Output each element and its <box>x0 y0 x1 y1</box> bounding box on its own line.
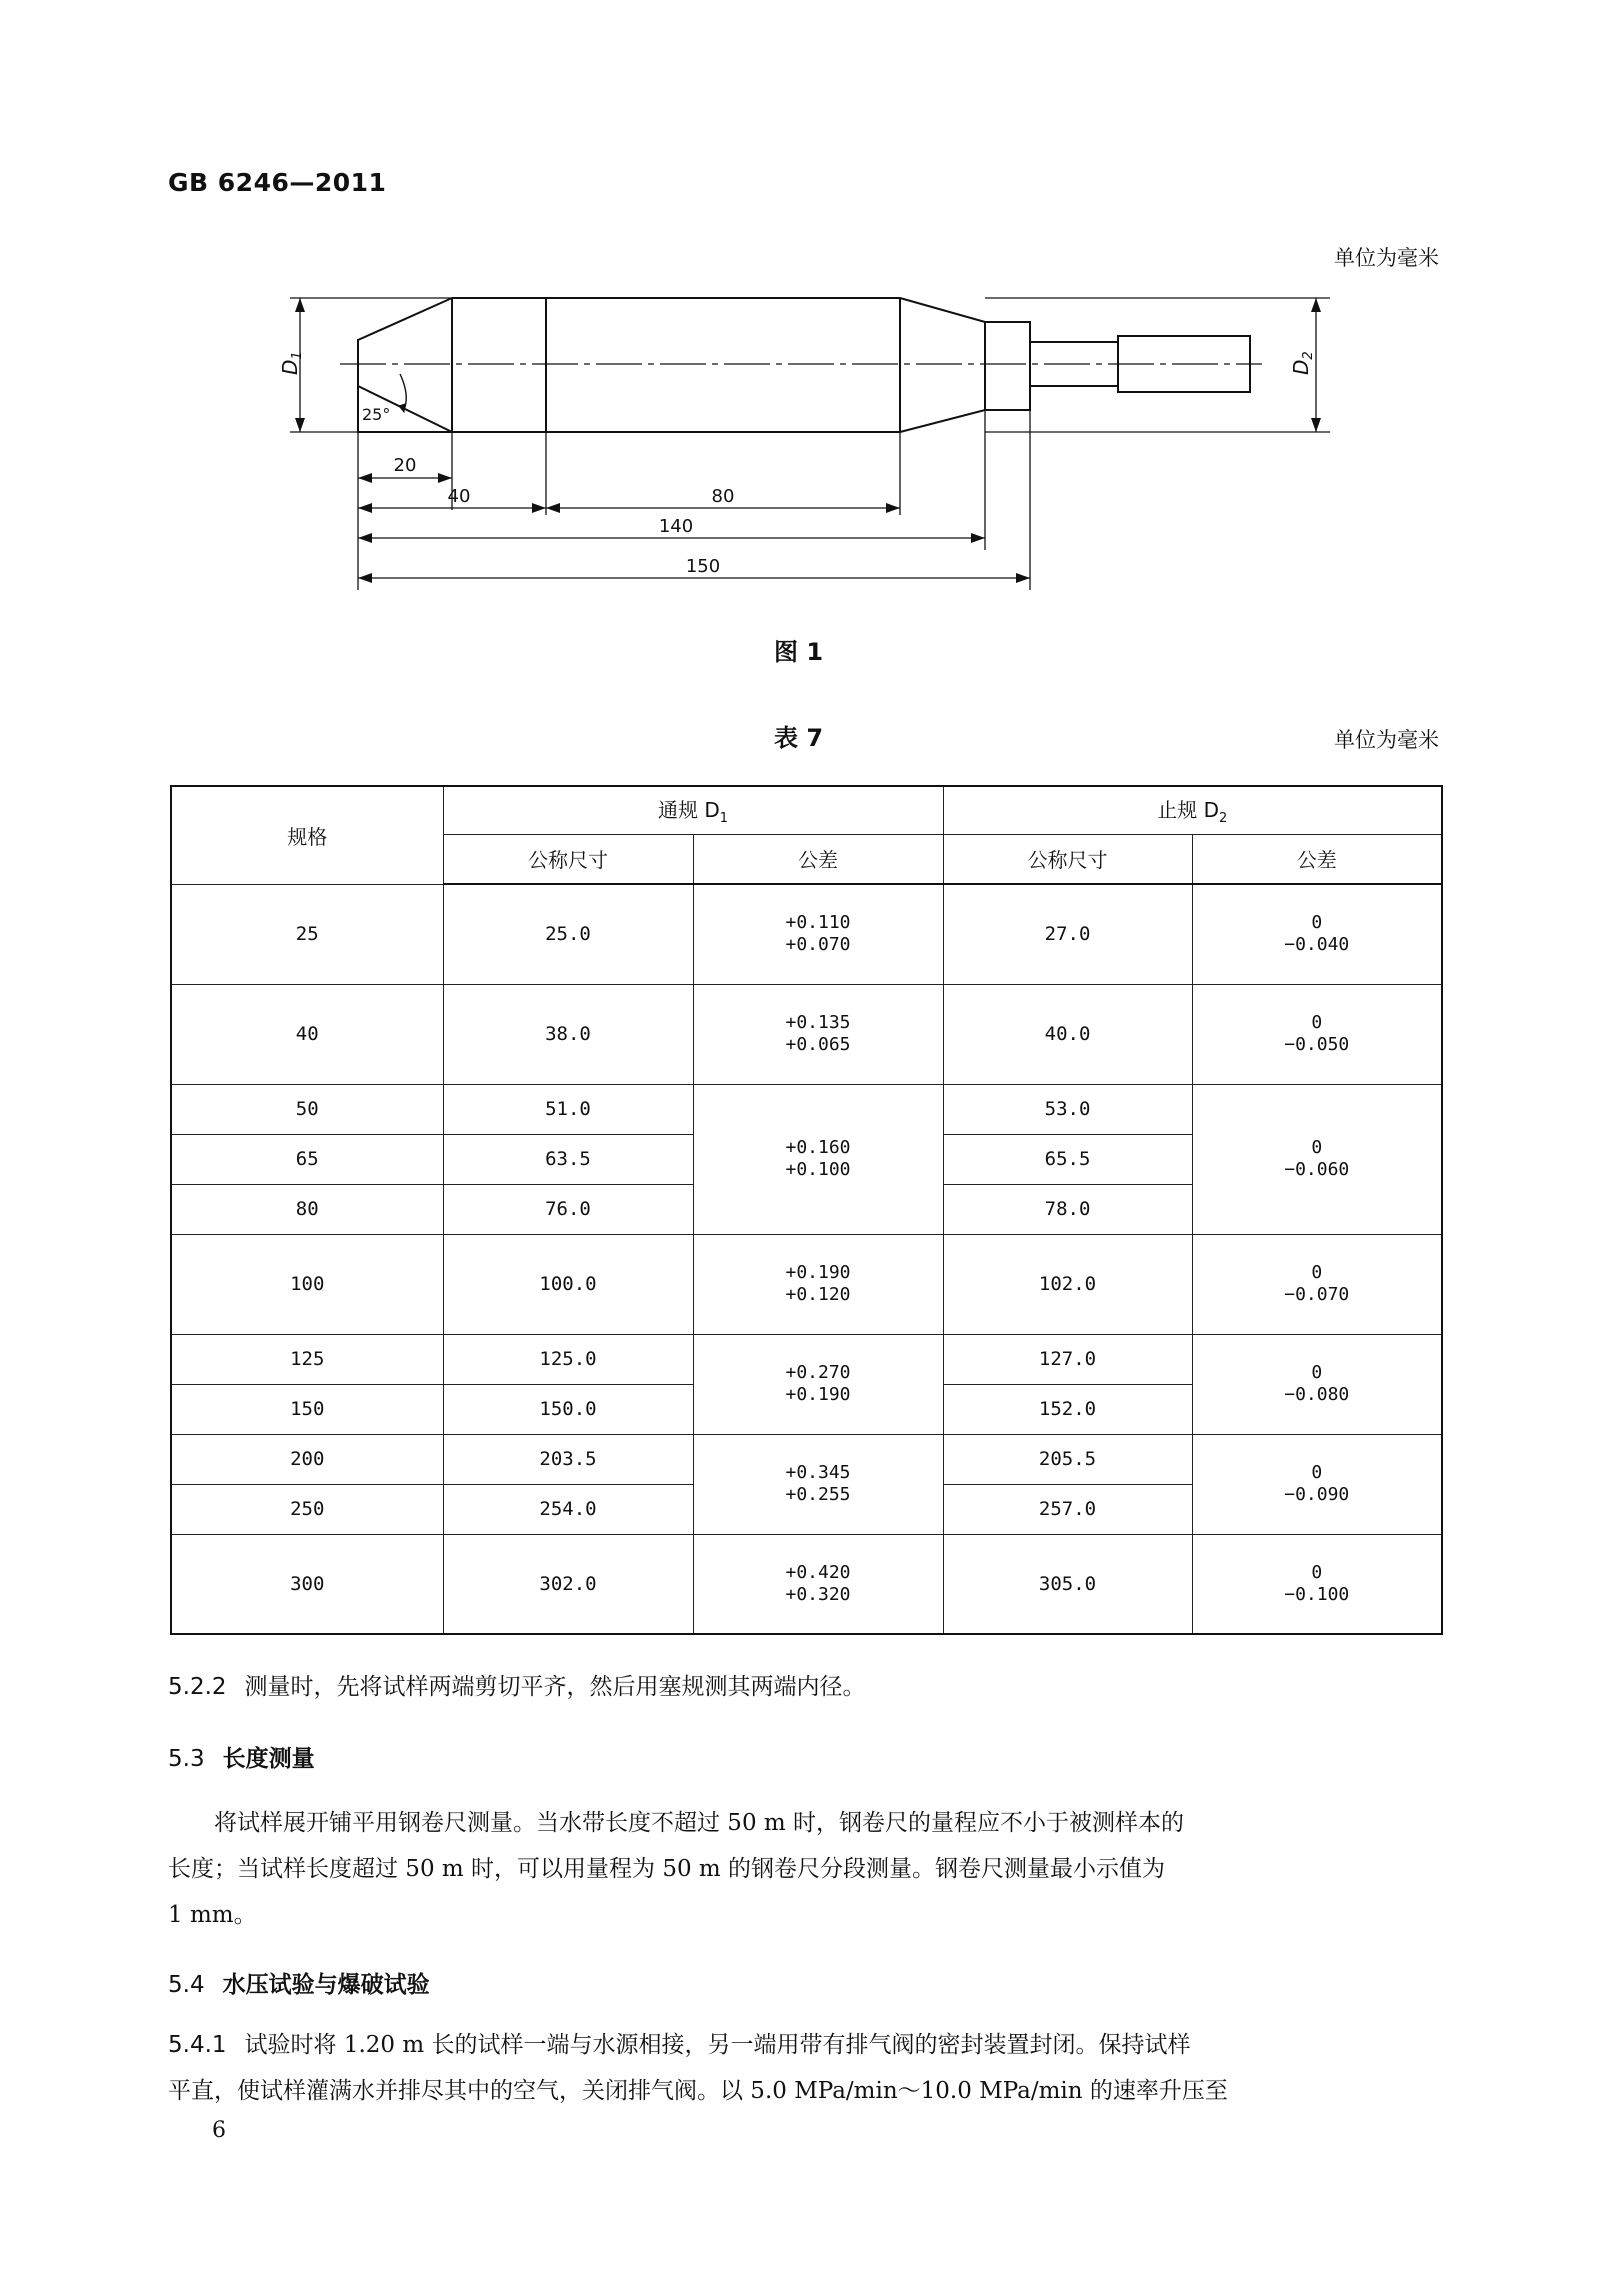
cell-spec: 25 <box>171 884 443 984</box>
cell-d1: 150.0 <box>443 1384 693 1434</box>
cell-d1: 125.0 <box>443 1334 693 1384</box>
section-5-3-body: 将试样展开铺平用钢卷尺测量。当水带长度不超过 50 m 时，钢卷尺的量程应不小于被测样本的 长度；当试样长度超过 50 m 时，可以用量程为 50 m 的钢卷尺分段测量。钢卷尺测量最小示值为 1 mm。 <box>168 1810 1185 1928</box>
cell-d1-tolerance: +0.420 +0.320 <box>693 1534 943 1634</box>
table-row <box>171 1434 1442 1484</box>
cell-d2-tolerance: 0 −0.040 <box>1192 884 1442 984</box>
cell-d2-tolerance: 0 −0.100 <box>1192 1534 1442 1634</box>
cell-d2-tolerance: 0 −0.060 <box>1192 1084 1442 1234</box>
cell-d2: 257.0 <box>943 1484 1192 1534</box>
col-go-nominal: 公称尺寸 <box>443 834 693 884</box>
cell-d2-tolerance: 0 −0.080 <box>1192 1334 1442 1434</box>
cell-spec: 65 <box>171 1134 443 1184</box>
cell-d1: 76.0 <box>443 1184 693 1234</box>
cell-d2: 53.0 <box>943 1084 1192 1134</box>
cell-d2: 127.0 <box>943 1334 1192 1384</box>
cell-d2-tolerance: 0 −0.070 <box>1192 1234 1442 1334</box>
col-go-tolerance: 公差 <box>693 834 943 884</box>
standard-code: GB 6246—2011 <box>168 168 387 197</box>
cell-d2: 78.0 <box>943 1184 1192 1234</box>
section-5-3-heading: 5.3 长度测量 <box>168 1746 315 1772</box>
col-spec: 规格 <box>171 786 443 884</box>
col-go-gauge: 通规 $D_1$ <box>443 786 943 834</box>
angle-label: 25° <box>362 405 391 424</box>
table-7 <box>170 785 1443 1635</box>
cell-spec: 250 <box>171 1484 443 1534</box>
table-row <box>171 884 1442 984</box>
cell-d2-tolerance: 0 −0.090 <box>1192 1434 1442 1534</box>
cell-spec: 50 <box>171 1084 443 1134</box>
cell-spec: 200 <box>171 1434 443 1484</box>
page-number: 6 <box>212 2118 226 2143</box>
cell-d2: 102.0 <box>943 1234 1192 1334</box>
dim-80: 80 <box>711 486 735 507</box>
dim-20: 20 <box>393 455 417 476</box>
section-5-4-heading: 5.4 水压试验与爆破试验 <box>168 1972 430 1998</box>
figure-caption: 图 1 <box>773 638 824 666</box>
table-caption: 表 7 <box>773 724 824 752</box>
cell-d1-tolerance: +0.345 +0.255 <box>693 1434 943 1534</box>
dim-40: 40 <box>447 486 471 507</box>
cell-d1: 63.5 <box>443 1134 693 1184</box>
section-5-2-2: 5.2.2 测量时，先将试样两端剪切平齐，然后用塞规测其两端内径。 <box>168 1674 866 1700</box>
table-row <box>171 1084 1442 1134</box>
cell-d1: 51.0 <box>443 1084 693 1134</box>
cell-d1: 38.0 <box>443 984 693 1084</box>
cell-d1-tolerance: +0.110 +0.070 <box>693 884 943 984</box>
cell-spec: 150 <box>171 1384 443 1434</box>
figure-1-drawing <box>0 0 1597 620</box>
cell-d2: 40.0 <box>943 984 1192 1084</box>
table-row <box>171 1234 1442 1334</box>
cell-d1: 254.0 <box>443 1484 693 1534</box>
table-unit-note: 单位为毫米 <box>1334 728 1439 752</box>
cell-spec: 300 <box>171 1534 443 1634</box>
col-nogo-tolerance: 公差 <box>1192 834 1442 884</box>
dim-140: 140 <box>658 516 694 537</box>
dim-150: 150 <box>685 556 721 577</box>
figure-unit-note: 单位为毫米 <box>1334 246 1439 270</box>
cell-d2: 152.0 <box>943 1384 1192 1434</box>
cell-spec: 125 <box>171 1334 443 1384</box>
table-row <box>171 984 1442 1084</box>
cell-d2: 27.0 <box>943 884 1192 984</box>
cell-d1: 25.0 <box>443 884 693 984</box>
d1-label: $D_1$ <box>278 351 305 375</box>
table-row <box>171 1534 1442 1634</box>
cell-spec: 80 <box>171 1184 443 1234</box>
table-row <box>171 1334 1442 1384</box>
cell-d1: 100.0 <box>443 1234 693 1334</box>
cell-d2: 305.0 <box>943 1534 1192 1634</box>
col-nogo-gauge: 止规 $D_2$ <box>943 786 1442 834</box>
cell-d2: 65.5 <box>943 1134 1192 1184</box>
cell-d1-tolerance: +0.270 +0.190 <box>693 1334 943 1434</box>
cell-d1-tolerance: +0.135 +0.065 <box>693 984 943 1084</box>
cell-d1-tolerance: +0.190 +0.120 <box>693 1234 943 1334</box>
cell-spec: 100 <box>171 1234 443 1334</box>
cell-d1: 302.0 <box>443 1534 693 1634</box>
col-nogo-nominal: 公称尺寸 <box>943 834 1192 884</box>
cell-d1-tolerance: +0.160 +0.100 <box>693 1084 943 1234</box>
d2-label: $D_2$ <box>1289 351 1316 375</box>
cell-d1: 203.5 <box>443 1434 693 1484</box>
cell-spec: 40 <box>171 984 443 1084</box>
cell-d2: 205.5 <box>943 1434 1192 1484</box>
cell-d2-tolerance: 0 −0.050 <box>1192 984 1442 1084</box>
section-5-4-1: 5.4.1 试验时将 1.20 m 长的试样一端与水源相接，另一端用带有排气阀的密封装置封闭。保持试样 平直，使试样灌满水并排尽其中的空气，关闭排气阀。以 5.0 MPa/min～10.0 MPa/min 的速率升压至 <box>168 2032 1228 2104</box>
